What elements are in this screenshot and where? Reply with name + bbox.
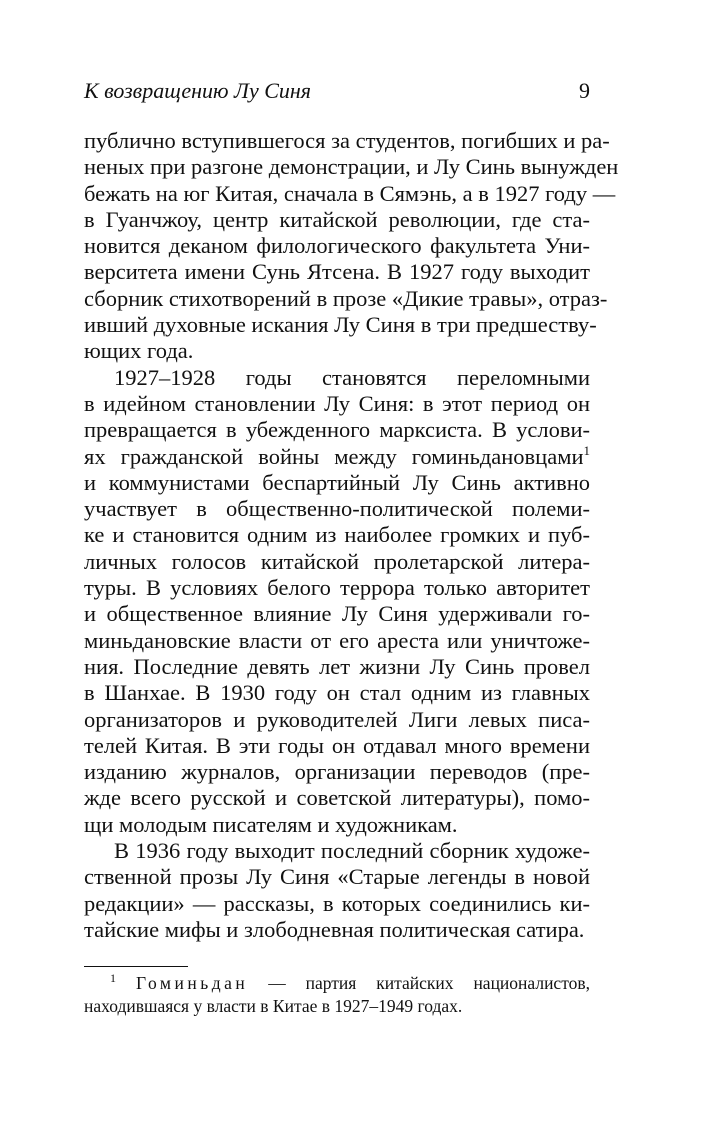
text-line: миньдановские власти от его ареста или уничтоже- (84, 627, 590, 653)
footnote-reference[interactable]: 1 (583, 442, 590, 458)
text-line: и общественное влияние Лу Синя удерживали го- (84, 601, 590, 627)
footnote-term: Гоминьдан (135, 973, 249, 993)
text-line: бежать на юг Китая, сначала в Сямэнь, а в 1927 году — (84, 180, 616, 206)
footnote-definition: — партия китайских националистов, (248, 973, 591, 993)
text-line: туры. В условиях белого террора только авторитет (84, 575, 590, 601)
body-text (84, 128, 619, 943)
paragraph-1 (84, 128, 619, 365)
text-line: щи молодым писателям и художникам. (84, 811, 458, 837)
text-line: новится деканом филологического факультета Уни- (84, 233, 590, 259)
running-header (84, 78, 590, 108)
text-line: неных при разгоне демонстрации, и Лу Синь вынужден (84, 154, 619, 180)
paragraph-3 (84, 838, 590, 943)
text-line: в Шанхае. В 1930 году он стал одним из главных (84, 680, 590, 706)
text-line: телей Китая. В эти годы он отдавал много времени (84, 732, 590, 758)
page-number: 9 (579, 78, 590, 103)
text-line: ющих года. (84, 338, 194, 364)
text-line: ственной прозы Лу Синя «Старые легенды в новой (84, 864, 590, 890)
footnote-line (84, 972, 590, 995)
text-line: превращается в убежденного марксиста. В услови- (84, 417, 590, 443)
paragraph-2 (84, 365, 590, 838)
text-line: организаторов и руководителей Лиги левых писа- (84, 706, 590, 732)
text-line: ивший духовные искания Лу Синя в три предшеству- (84, 312, 597, 338)
text-line: редакции» — рассказы, в которых соединились ки- (84, 890, 590, 916)
text-line: 1927–1928 годы становятся переломными (114, 364, 590, 390)
text-line: ке и становится одним из наиболее громких и пуб- (84, 522, 590, 548)
text-line: изданию журналов, организации переводов (пре- (84, 759, 590, 785)
text-line: в Гуанчжоу, центр китайской революции, где ста- (84, 206, 590, 232)
text-line: тайские мифы и злободневная политическая сатира. (84, 916, 585, 942)
footnote-separator (84, 966, 188, 967)
footnote-line: находившаяся у власти в Китае в 1927–1949 годах. (84, 996, 463, 1016)
text-line: ния. Последние девять лет жизни Лу Синь провел (84, 653, 590, 679)
text-line: участвует в общественно-политической полеми- (84, 496, 590, 522)
running-title: К возвращению Лу Синя (84, 78, 312, 103)
text-line: личных голосов китайской пролетарской литера- (84, 548, 590, 574)
text-line: В 1936 году выходит последний сборник художе- (114, 838, 590, 864)
text-line: в идейном становлении Лу Синя: в этот период он (84, 390, 590, 416)
footnote-mark: 1 (110, 971, 116, 985)
text-line-with-footnote (84, 444, 590, 470)
text-line: жде всего русской и советской литературы), помо- (84, 785, 590, 811)
text-line-segment: ях гражданской войны между гоминьдановцами (84, 443, 584, 469)
footnote (84, 972, 590, 1018)
text-line: и коммунистами беспартийный Лу Синь активно (84, 469, 590, 495)
text-line: сборник стихотворений в прозе «Дикие травы», отраз- (84, 285, 608, 311)
text-line: публично вступившегося за студентов, погибших и ра- (84, 128, 610, 153)
text-line: верситета имени Сунь Ятсена. В 1927 году выходит (84, 259, 590, 285)
